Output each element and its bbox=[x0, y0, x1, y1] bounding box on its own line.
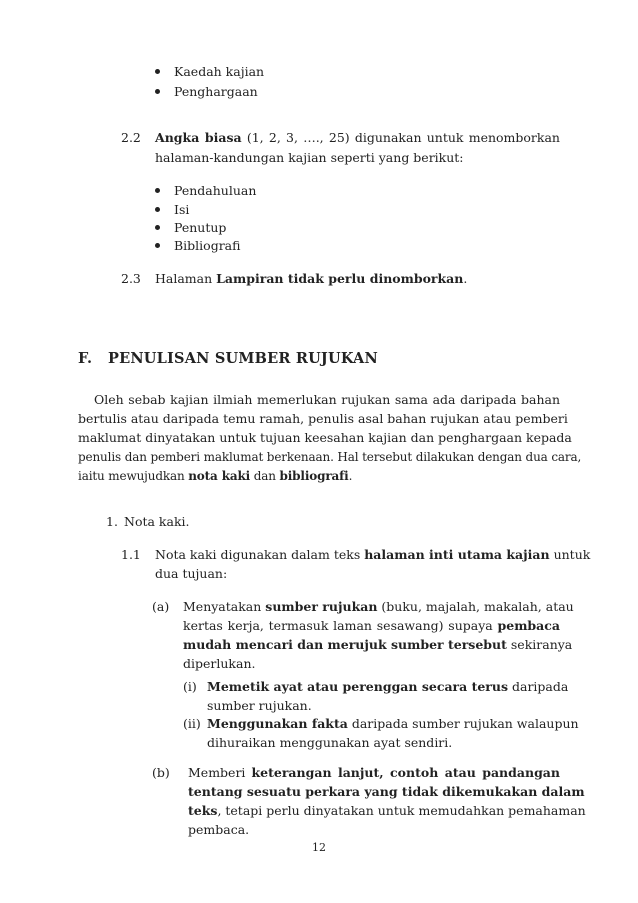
section-title: PENULISAN SUMBER RUJUKAN bbox=[108, 350, 378, 367]
text: dan bbox=[250, 469, 280, 483]
bullet-icon bbox=[155, 188, 160, 193]
text: (buku, majalah, makalah, atau bbox=[377, 599, 574, 614]
paragraph-line: dua tujuan: bbox=[155, 566, 228, 581]
paragraph-line: bertulis atau daripada temu ramah, penulis asal bahan rujukan atau pemberi bbox=[78, 411, 568, 426]
paragraph-line bbox=[183, 616, 560, 636]
text: sekiranya bbox=[506, 637, 573, 652]
list-item-text: Isi bbox=[174, 202, 190, 217]
list-item-text: Penghargaan bbox=[174, 84, 258, 99]
emphasis: keterangan lanjut, contoh atau pandangan bbox=[251, 765, 560, 780]
paragraph-line bbox=[188, 782, 585, 802]
paragraph-line bbox=[183, 635, 573, 655]
emphasis: Memetik ayat atau perenggan secara terus bbox=[207, 679, 509, 694]
text: Memberi bbox=[188, 765, 252, 780]
emphasis: bibliografi bbox=[279, 469, 349, 483]
item-label: (a) bbox=[152, 599, 170, 614]
item-number: 1. bbox=[106, 514, 118, 529]
item-number: 1.1 bbox=[121, 547, 141, 562]
emphasis: Menggunakan fakta bbox=[207, 716, 348, 731]
paragraph-line: dihuraikan menggunakan ayat sendiri. bbox=[207, 735, 453, 750]
paragraph-line: penulis dan pemberi maklumat berkenaan. Hal tersebut dilakukan dengan dua cara, bbox=[78, 450, 582, 464]
paragraph-line bbox=[188, 801, 586, 821]
text: Nota kaki digunakan dalam teks bbox=[155, 547, 365, 562]
emphasis: Angka biasa bbox=[155, 130, 242, 145]
paragraph-line: halaman-kandungan kajian seperti yang berikut: bbox=[155, 150, 464, 165]
item-label: (i) bbox=[183, 679, 197, 694]
text: kertas kerja, termasuk laman sesawang) supaya bbox=[183, 618, 498, 633]
emphasis: pembaca bbox=[497, 618, 560, 633]
paragraph-line bbox=[188, 763, 560, 783]
paragraph-line bbox=[207, 677, 569, 697]
paragraph-line bbox=[155, 128, 560, 148]
text: untuk bbox=[549, 547, 591, 562]
page-number: 12 bbox=[312, 841, 326, 854]
text: . bbox=[348, 469, 353, 483]
paragraph-line: sumber rujukan. bbox=[207, 698, 312, 713]
section-number: 2.3 bbox=[121, 271, 141, 286]
text: iaitu mewujudkan bbox=[78, 469, 189, 483]
emphasis: nota kaki bbox=[188, 469, 251, 483]
list-item-text: Penutup bbox=[174, 220, 227, 235]
text: Halaman bbox=[155, 271, 217, 286]
paragraph-line: pembaca. bbox=[188, 822, 250, 837]
list-item-text: Pendahuluan bbox=[174, 183, 257, 198]
bullet-icon bbox=[155, 69, 160, 74]
bullet-icon bbox=[155, 225, 160, 230]
paragraph-line bbox=[183, 597, 574, 617]
emphasis: tentang sesuatu perkara yang tidak dikemukakan dalam bbox=[188, 784, 585, 799]
section-number: 2.2 bbox=[121, 130, 141, 145]
emphasis: sumber rujukan bbox=[265, 599, 378, 614]
emphasis: mudah mencari dan merujuk sumber tersebut bbox=[183, 637, 507, 652]
text: Menyatakan bbox=[183, 599, 266, 614]
paragraph-line: maklumat dinyatakan untuk tujuan keesahan kajian dan penghargaan kepada bbox=[78, 430, 572, 445]
list-item-text: Bibliografi bbox=[174, 238, 241, 253]
emphasis: Lampiran tidak perlu dinomborkan bbox=[216, 271, 464, 286]
paragraph-line bbox=[207, 714, 579, 734]
text: . bbox=[463, 271, 468, 286]
bullet-icon bbox=[155, 89, 160, 94]
paragraph-line: Oleh sebab kajian ilmiah memerlukan rujukan sama ada daripada bahan bbox=[94, 392, 560, 407]
bullet-icon bbox=[155, 207, 160, 212]
item-label: (ii) bbox=[183, 716, 201, 731]
text: daripada sumber rujukan walaupun bbox=[347, 716, 579, 731]
text: daripada bbox=[508, 679, 569, 694]
paragraph-line: diperlukan. bbox=[183, 656, 256, 671]
paragraph-line bbox=[155, 545, 591, 565]
emphasis: halaman inti utama kajian bbox=[364, 547, 550, 562]
section-letter: F. bbox=[78, 350, 93, 367]
paragraph-line bbox=[155, 269, 467, 289]
bullet-icon bbox=[155, 243, 160, 248]
item-label: (b) bbox=[152, 765, 170, 780]
text: , tetapi perlu dinyatakan untuk memudahkan pemahaman bbox=[217, 803, 586, 818]
emphasis: teks bbox=[188, 803, 218, 818]
paragraph-line bbox=[78, 466, 352, 486]
text: (1, 2, 3, …., 25) digunakan untuk menomborkan bbox=[241, 130, 560, 145]
list-item-text: Kaedah kajian bbox=[174, 64, 265, 79]
item-title: Nota kaki. bbox=[124, 514, 190, 529]
